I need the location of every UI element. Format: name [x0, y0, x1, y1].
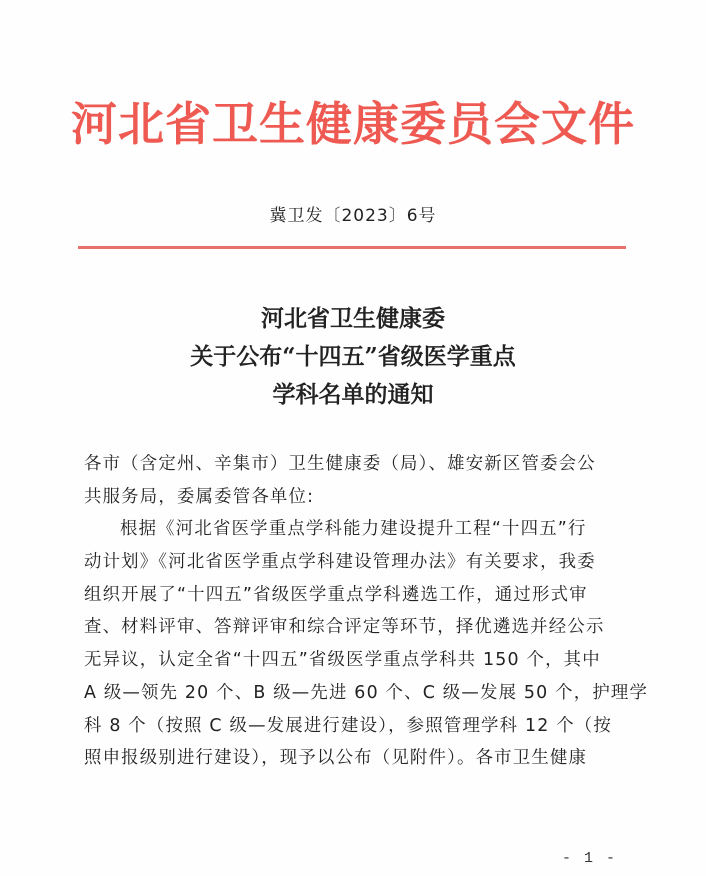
- addressee-line-1: 各市（含定州、辛集市）卫生健康委（局）、雄安新区管委会公: [84, 454, 596, 474]
- paragraph-line: 查、材料评审、答辩评审和综合评定等环节，择优遴选并经公示: [84, 617, 605, 638]
- addressee-line-2: 共服务局，委属委管各单位:: [84, 486, 315, 507]
- title-line-1: 河北省卫生健康委: [261, 305, 445, 332]
- document-number: 冀卫发〔2023〕6号: [269, 206, 437, 226]
- paragraph-line: 动计划》《河北省医学重点学科建设管理办法》有关要求，我委: [84, 552, 596, 573]
- page-number: - 1 -: [562, 850, 618, 867]
- paragraph-line: 根据《河北省医学重点学科能力建设提升工程“十四五”行: [120, 519, 587, 540]
- document-masthead: 河北省卫生健康委员会文件: [71, 97, 635, 151]
- notice-title: [0, 300, 706, 414]
- notice-body: [84, 448, 649, 775]
- paragraph-line: 无异议，认定全省“十四五”省级医学重点学科共 150 个，其中: [84, 650, 601, 671]
- title-line-3: 学科名单的通知: [272, 381, 434, 408]
- paragraph-line: 组织开展了“十四五”省级医学重点学科遴选工作，通过形式审: [84, 584, 588, 605]
- red-divider-rule: [78, 246, 626, 249]
- paragraph-line: A 级—领先 20 个、B 级—先进 60 个、C 级—发展 50 个，护理学: [84, 682, 649, 703]
- paragraph-line: 科 8 个（按照 C 级—发展进行建设），参照管理学科 12 个（按: [84, 715, 612, 736]
- paragraph-line: 照申报级别进行建设），现予以公布（见附件）。各市卫生健康: [84, 748, 588, 769]
- title-line-2: 关于公布“十四五”省级医学重点: [190, 343, 516, 370]
